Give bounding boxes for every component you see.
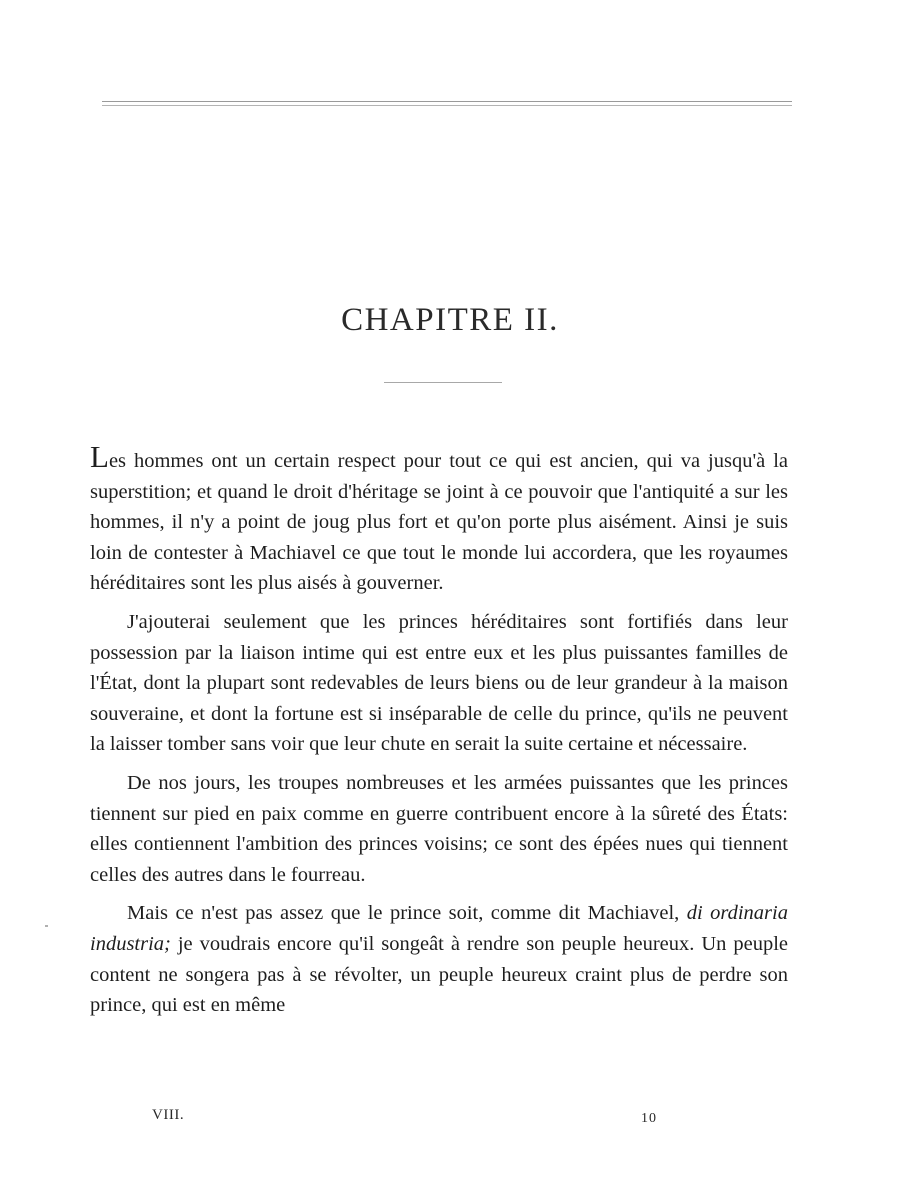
italic-quotation: di ordinaria industria; xyxy=(90,902,788,955)
drop-capital: L xyxy=(90,439,109,474)
title-separator-rule xyxy=(384,382,502,383)
paragraph-3: De nos jours, les troupes nombreuses et les armées puissantes que les princes tiennent sur pied en paix comme en guerre contribuent encore à la sûreté des États: elles contiennent l'ambition des princes voisins; ce sont des épées nues qui tiennent celles des autres dans le fourreau. xyxy=(90,771,788,886)
page-number: 10 xyxy=(641,1111,657,1126)
paragraph-4-text-before: Mais ce n'est pas assez que le prince soit, comme dit Machiavel, xyxy=(127,902,687,925)
paragraph-1-text: es hommes ont un certain respect pour tout ce qui est ancien, qui va jusqu'à la superstition; et quand le droit d'héritage se joint à ce pouvoir que l'antiquité a sur les hommes, il n'y a point de joug plus fort et qu'on porte plus aisément. Ainsi je suis loin de contester à Machiavel ce que tout le monde lui accordera, que les royaumes héréditaires sont les plus aisés à gouverner. xyxy=(90,450,788,595)
paragraph-2: J'ajouterai seulement que les princes héréditaires sont fortifiés dans leur possession par la liaison intime qui est entre eux et les plus puissantes familles de l'État, dont la plupart sont redevables de leurs biens ou de leur grandeur à la maison souveraine, et dont la fortune est si inséparable de celle du prince, qu'ils ne peuvent la laisser tomber sans voir que leur chute en serait la suite certaine et nécessaire. xyxy=(90,610,788,756)
body-text xyxy=(90,439,788,1029)
paragraph-4 xyxy=(90,898,788,1020)
top-double-rule xyxy=(102,101,792,106)
paragraph-1 xyxy=(90,439,788,599)
margin-speck xyxy=(45,925,48,927)
paragraph-4-text-after: je voudrais encore qu'il songeât à rendre son peuple heureux. Un peuple content ne songera pas à se révolter, un peuple heureux craint plus de perdre son prince, qui est en même xyxy=(90,932,788,1017)
chapter-title: CHAPITRE II. xyxy=(341,302,559,338)
signature-mark: VIII. xyxy=(152,1107,185,1123)
